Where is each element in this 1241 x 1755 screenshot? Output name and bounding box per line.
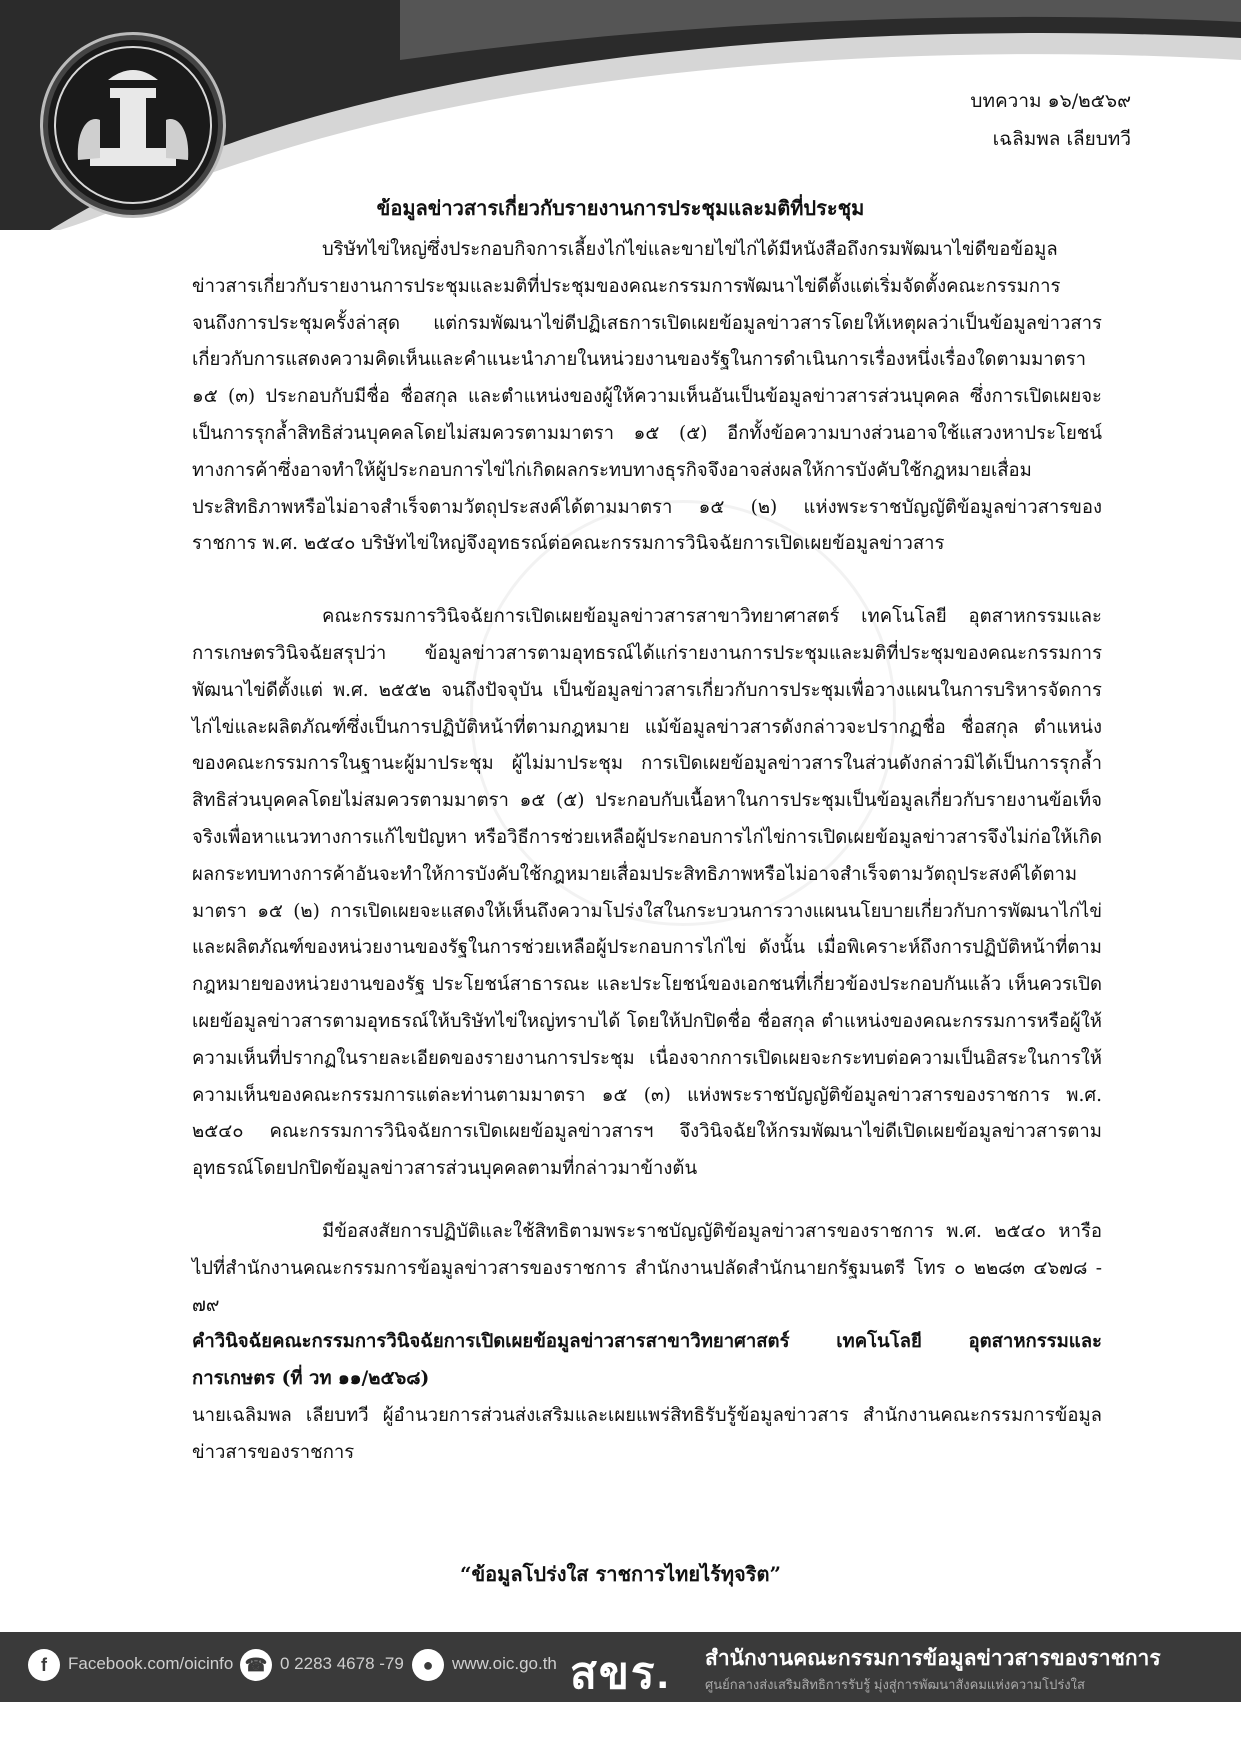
paragraph-contact: มีข้อสงสัยการปฏิบัติและใช้สิทธิตามพระราชบัญญัติข้อมูลข่าวสารของราชการ พ.ศ. ๒๕๔๐ หารือไปที่สำนักงานคณะกรรมการข้อมูลข่าวสารของราชการ สำนักงานปลัดสำนักนายกรัฐมนตรี โทร ๐ ๒๒๘๓ ๔๖๗๘ - ๗๙ xyxy=(192,1220,1102,1316)
emblem-seal xyxy=(48,40,218,210)
article-body xyxy=(192,232,1102,1472)
globe-icon: ● xyxy=(412,1649,444,1681)
phone-number: 0 2283 4678 -79 xyxy=(280,1654,404,1673)
footer-bar xyxy=(0,1632,1241,1702)
ruling-reference: คำวินิจฉัยคณะกรรมการวินิจฉัยการเปิดเผยข้อมูลข่าวสารสาขาวิทยาศาสตร์ เทคโนโลยี อุตสาหกรรมและการเกษตร (ที่ วท ๑๑/๒๕๖๘) xyxy=(192,1331,1102,1390)
facebook-link[interactable]: Facebook.com/oicinfo xyxy=(68,1654,234,1673)
phone-icon: ☎ xyxy=(240,1649,272,1681)
throne-emblem-icon xyxy=(48,40,218,210)
facebook-icon[interactable]: f xyxy=(28,1649,60,1681)
article-reference xyxy=(970,82,1131,158)
oic-logo: สขร. xyxy=(570,1649,671,1698)
page-title: ข้อมูลข่าวสารเกี่ยวกับรายงานการประชุมและมติที่ประชุม xyxy=(376,196,865,220)
organization-tagline: ศูนย์กลางส่งเสริมสิทธิการรับรู้ มุ่งสู่การพัฒนาสังคมแห่งความโปร่งใส xyxy=(705,1677,1085,1692)
website-link[interactable]: www.oic.go.th xyxy=(452,1654,557,1673)
paragraph-background: บริษัทไข่ใหญ่ซึ่งประกอบกิจการเลี้ยงไก่ไข่และขายไข่ไก่ได้มีหนังสือถึงกรมพัฒนาไข่ดีขอข้อมูลข่าวสารเกี่ยวกับรายงานการประชุมและมติที่ประชุมของคณะกรรมการพัฒนาไข่ดีตั้งแต่เริ่มจัดตั้งคณะกรรมการจนถึงการประชุมครั้งล่าสุด แต่กรมพัฒนาไข่ดีปฏิเสธการเปิดเผยข้อมูลข่าวสารโดยให้เหตุผลว่าเป็นข้อมูลข่าวสารเกี่ยวกับการแสดงความคิดเห็นและคำแนะนำภายในหน่วยงานของรัฐในการดำเนินการเรื่องหนึ่งเรื่องใดตามมาตรา ๑๕ (๓) ประกอบกับมีชื่อ ชื่อสกุล และตำแหน่งของผู้ให้ความเห็นอันเป็นข้อมูลข่าวสารส่วนบุคคล ซึ่งการเปิดเผยจะเป็นการรุกล้ำสิทธิส่วนบุคคลโดยไม่สมควรตามมาตรา ๑๕ (๕) อีกทั้งข้อความบางส่วนอาจใช้แสวงหาประโยชน์ทางการค้าซึ่งอาจทำให้ผู้ประกอบการไข่ไก่เกิดผลกระทบทางธุรกิจจึงอาจส่งผลให้การบังคับใช้กฎหมายเสื่อมประสิทธิภาพหรือไม่อาจสำเร็จตามวัตถุประสงค์ได้ตามมาตรา ๑๕ (๒) แห่งพระราชบัญญัติข้อมูลข่าวสารของราชการ พ.ศ. ๒๕๔๐ บริษัทไข่ใหญ่จึงอุทธรณ์ต่อคณะกรรมการวินิจฉัยการเปิดเผยข้อมูลข่าวสาร xyxy=(192,239,1102,555)
article-number: บทความ ๑๖/๒๕๖๙ xyxy=(970,90,1131,112)
author-credit: นายเฉลิมพล เลียบทวี ผู้อำนวยการส่วนส่งเสริมและเผยแพร่สิทธิรับรู้ข้อมูลข่าวสาร สำนักงานคณะกรรมการข้อมูลข่าวสารของราชการ xyxy=(192,1404,1102,1463)
article-author: เฉลิมพล เลียบทวี xyxy=(992,128,1131,150)
paragraph-ruling-summary: คณะกรรมการวินิจฉัยการเปิดเผยข้อมูลข่าวสารสาขาวิทยาศาสตร์ เทคโนโลยี อุตสาหกรรมและการเกษตรวินิจฉัยสรุปว่า ข้อมูลข่าวสารตามอุทธรณ์ได้แก่รายงานการประชุมและมติที่ประชุมของคณะกรรมการพัฒนาไข่ดีตั้งแต่ พ.ศ. ๒๕๕๒ จนถึงปัจจุบัน เป็นข้อมูลข่าวสารเกี่ยวกับการประชุมเพื่อวางแผนในการบริหารจัดการไก่ไข่และผลิตภัณฑ์ซึ่งเป็นการปฏิบัติหน้าที่ตามกฎหมาย แม้ข้อมูลข่าวสารดังกล่าวจะปรากฏชื่อ ชื่อสกุล ตำแหน่งของคณะกรรมการในฐานะผู้มาประชุม ผู้ไม่มาประชุม การเปิดเผยข้อมูลข่าวสารในส่วนดังกล่าวมิได้เป็นการรุกล้ำสิทธิส่วนบุคคลโดยไม่สมควรตามมาตรา ๑๕ (๕) ประกอบกับเนื้อหาในการประชุมเป็นข้อมูลเกี่ยวกับรายงานข้อเท็จจริงเพื่อหาแนวทางการแก้ไขปัญหา หรือวิธีการช่วยเหลือผู้ประกอบการไก่ไข่การเปิดเผยข้อมูลข่าวสารจึงไม่ก่อให้เกิดผลกระทบทางการค้าอันจะทำให้การบังคับใช้กฎหมายเสื่อมประสิทธิภาพหรือไม่อาจสำเร็จตามวัตถุประสงค์ได้ตามมาตรา ๑๕ (๒) การเปิดเผยจะแสดงให้เห็นถึงความโปร่งใสในกระบวนการวางแผนนโยบายเกี่ยวกับการพัฒนาไก่ไข่และผลิตภัณฑ์ของหน่วยงานของรัฐในการช่วยเหลือผู้ประกอบการไก่ไข่ ดังนั้น เมื่อพิเคราะห์ถึงการปฏิบัติหน้าที่ตามกฎหมายของหน่วยงานของรัฐ ประโยชน์สาธารณะ และประโยชน์ของเอกชนที่เกี่ยวข้องประกอบกันแล้ว เห็นควรเปิดเผยข้อมูลข่าวสารตามอุทธรณ์ให้บริษัทไข่ใหญ่ทราบได้ โดยให้ปกปิดชื่อ ชื่อสกุล ตำแหน่งของคณะกรรมการหรือผู้ให้ความเห็นที่ปรากฏในรายละเอียดของรายงานการประชุม เนื่องจากการเปิดเผยจะกระทบต่อความเป็นอิสระในการให้ความเห็นของคณะกรรมการแต่ละท่านตามมาตรา ๑๕ (๓) แห่งพระราชบัญญัติข้อมูลข่าวสารของราชการ พ.ศ. ๒๕๔๐ คณะกรรมการวินิจฉัยการเปิดเผยข้อมูลข่าวสารฯ จึงวินิจฉัยให้กรมพัฒนาไข่ดีเปิดเผยข้อมูลข่าวสารตามอุทธรณ์โดยปกปิดข้อมูลข่าวสารส่วนบุคคลตามที่กล่าวมาข้างต้น xyxy=(192,606,1102,1180)
organization-name: สำนักงานคณะกรรมการข้อมูลข่าวสารของราชการ xyxy=(705,1647,1161,1670)
slogan: “ข้อมูลโปร่งใส ราชการไทยไร้ทุจริต” xyxy=(459,1562,782,1586)
